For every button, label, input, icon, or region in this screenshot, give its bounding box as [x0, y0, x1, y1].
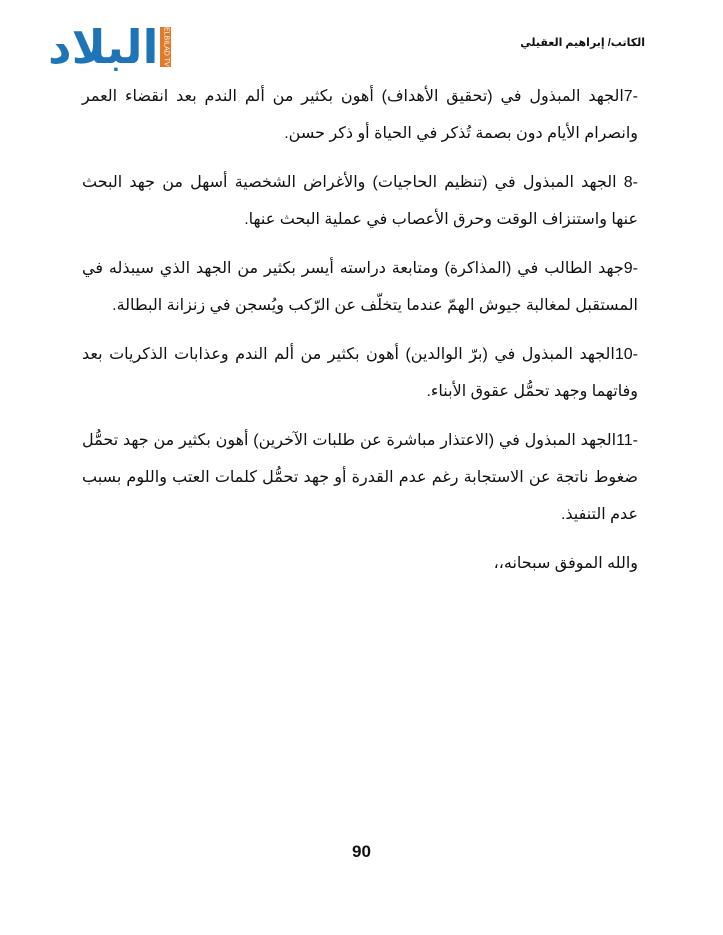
logo-wordmark: البلاد [48, 20, 159, 74]
author-line: الكاتب/ إبراهيم العقيلي [520, 37, 645, 49]
paragraph-10: -10الجهد المبذول في (برّ الوالدين) أهون بكثير من ألم الندم وعذابات الذكريات بعد وفاتهما وجهد تحمُّل عقوق الأبناء. [82, 346, 638, 400]
logo-tag: ELBILAD TV [162, 27, 170, 67]
paragraph-7: -7الجهد المبذول في (تحقيق الأهداف) أهون بكثير من ألم الندم بعد انقضاء العمر وانصرام الأيام دون بصمة تُذكر في الحياة أو ذكر حسن. [82, 88, 638, 142]
paragraph-9: -9جهد الطالب في (المذاكرة) ومتابعة دراسته أيسر بكثير من الجهد الذي سيبذله في المستقبل لمغالبة جيوش الهمّ عندما يتخلّف عن الرّكب ويُسجن في زنزانة البطالة. [82, 260, 638, 314]
page-number: 90 [352, 842, 371, 861]
site-logo [48, 20, 171, 74]
closing-line: والله الموفق سبحانه،، [493, 555, 638, 572]
paragraph-11: -11الجهد المبذول في (الاعتذار مباشرة عن طلبات الآخرين) أهون بكثير من جهد تحمُّل ضغوط ناتجة عن الاستجابة رغم عدم القدرة أو جهد تحمُّل كلمات العتب واللوم بسبب عدم التنفيذ. [82, 432, 638, 523]
paragraph-8: -8 الجهد المبذول في (تنظيم الحاجيات) والأغراض الشخصية أسهل من جهد البحث عنها واستنزاف الوقت وحرق الأعصاب في عملية البحث عنها. [82, 174, 638, 228]
page-header [0, 14, 723, 74]
article-body [82, 78, 638, 582]
